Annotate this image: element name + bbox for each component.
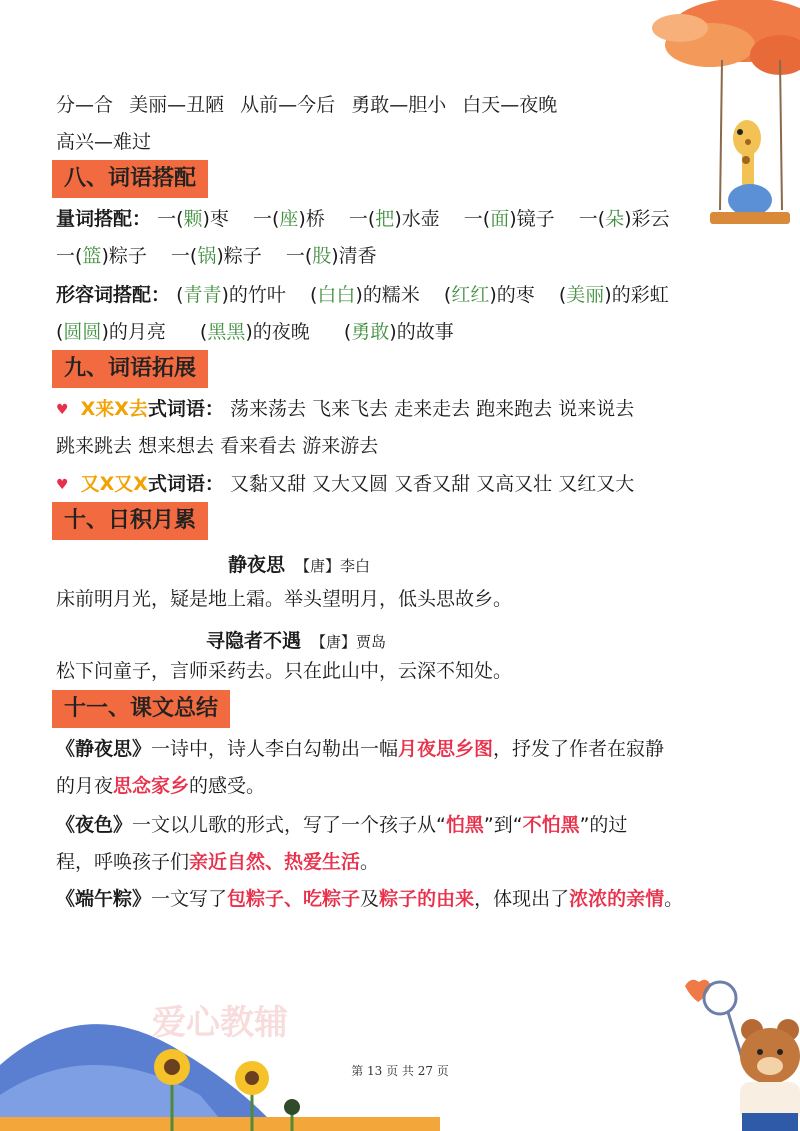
poem-title-2: 寻隐者不遇 【唐】贾岛 bbox=[206, 630, 387, 652]
measure-item: 一(锅)粽子 bbox=[170, 245, 262, 267]
adjective-item: (黑黑)的夜晚 bbox=[199, 321, 310, 343]
pattern-word: 想来想去 bbox=[138, 435, 215, 457]
pattern-word: 跳来跳去 bbox=[56, 435, 133, 457]
measure-item: 一(篮)粽子 bbox=[56, 245, 147, 267]
pattern-word: 又黏又甜 bbox=[229, 473, 306, 495]
measure-word-line-1 bbox=[56, 210, 670, 229]
measure-word-line-2 bbox=[56, 247, 377, 266]
summary-para-2-line-2: 程，呼唤孩子们亲近自然、热爱生活。 bbox=[56, 851, 380, 873]
section-heading-10: 十、日积月累 bbox=[52, 502, 208, 540]
summary-para-1-line-2: 的月夜思念家乡的感受。 bbox=[56, 775, 266, 797]
pattern-word: 荡来荡去 bbox=[229, 398, 306, 420]
summary-para-3: 《端午粽》一文写了包粽子、吃粽子及粽子的由来，体现出了浓浓的亲情。 bbox=[56, 888, 684, 910]
pattern-word: 又高又壮 bbox=[476, 473, 553, 495]
measure-word-label: 量词搭配： bbox=[56, 208, 152, 230]
adjective-label: 形容词搭配： bbox=[56, 284, 171, 306]
adjective-line-2 bbox=[56, 323, 454, 342]
pattern-word: 走来走去 bbox=[394, 398, 471, 420]
watermark-text: 爱心教辅 bbox=[152, 1003, 288, 1043]
pattern-word: 又红又大 bbox=[558, 473, 635, 495]
pattern-word: 又大又圆 bbox=[312, 473, 389, 495]
poem-author: 【唐】贾岛 bbox=[311, 633, 387, 651]
poem-text-2: 松下问童子，言师采药去。只在此山中，云深不知处。 bbox=[56, 660, 513, 682]
measure-item: 一(颗)枣 bbox=[157, 208, 229, 230]
adjective-item: (勇敢)的故事 bbox=[343, 321, 454, 343]
pattern-word: 又香又甜 bbox=[394, 473, 471, 495]
pattern-word: 说来说去 bbox=[558, 398, 635, 420]
adjective-item: (青青)的竹叶 bbox=[176, 284, 286, 306]
measure-item: 一(座)桥 bbox=[252, 208, 325, 230]
adjective-item: (白白)的糯米 bbox=[309, 284, 420, 306]
summary-para-2-line-1: 《夜色》一文以儿歌的形式，写了一个孩子从“怕黑”到“不怕黑”的过 bbox=[56, 814, 628, 836]
measure-item: 一(把)水壶 bbox=[348, 208, 440, 230]
antonym-pair: 高兴—难过 bbox=[56, 131, 152, 153]
poem-text-1: 床前明月光，疑是地上霜。举头望明月，低头思故乡。 bbox=[56, 588, 513, 610]
heart-bullet-icon: ♥ bbox=[56, 401, 69, 418]
measure-item: 一(股)清香 bbox=[285, 245, 377, 267]
page-footer: 第 13 页 共 27 页 bbox=[351, 1064, 449, 1078]
giraffe-swing-illustration bbox=[702, 60, 797, 250]
antonym-pair: 分—合 bbox=[56, 94, 114, 116]
poem-title-1: 静夜思 【唐】李白 bbox=[228, 554, 371, 576]
pattern-word: 跑来跑去 bbox=[476, 398, 553, 420]
bear-net-illustration bbox=[680, 968, 800, 1131]
antonym-pair: 勇敢—胆小 bbox=[351, 94, 447, 116]
measure-item: 一(面)镜子 bbox=[463, 208, 555, 230]
measure-item: 一(朵)彩云 bbox=[578, 208, 670, 230]
pattern-line-1b bbox=[56, 437, 378, 456]
antonym-pair: 从前—今后 bbox=[240, 94, 336, 116]
adjective-item: (美丽)的彩虹 bbox=[558, 284, 669, 306]
summary-para-1-line-1: 《静夜思》一诗中，诗人李白勾勒出一幅月夜思乡图，抒发了作者在寂静 bbox=[56, 738, 665, 760]
heart-bullet-icon: ♥ bbox=[56, 476, 69, 493]
antonym-pair: 白天—夜晚 bbox=[462, 94, 558, 116]
pattern-line-2: ♥ 又X又X式词语： 又黏又甜 又大又圆 又香又甜 又高又壮 又红又大 bbox=[56, 473, 635, 495]
pattern-word: 看来看去 bbox=[220, 435, 297, 457]
antonym-line-2 bbox=[56, 133, 151, 152]
section-heading-8: 八、词语搭配 bbox=[52, 160, 208, 198]
adjective-line-1 bbox=[56, 286, 669, 305]
antonym-pair: 美丽—丑陋 bbox=[129, 94, 225, 116]
antonym-line-1 bbox=[56, 96, 557, 115]
pattern-word: 游来游去 bbox=[302, 435, 379, 457]
adjective-item: (红红)的枣 bbox=[443, 284, 535, 306]
section-heading-11: 十一、课文总结 bbox=[52, 690, 230, 728]
section-heading-9: 九、词语拓展 bbox=[52, 350, 208, 388]
adjective-item: (圆圆)的月亮 bbox=[56, 321, 166, 343]
pattern-line-1: ♥ X来X去式词语： 荡来荡去 飞来飞去 走来走去 跑来跑去 说来说去 bbox=[56, 398, 635, 420]
pattern-word: 飞来飞去 bbox=[312, 398, 389, 420]
poem-author: 【唐】李白 bbox=[295, 557, 371, 575]
